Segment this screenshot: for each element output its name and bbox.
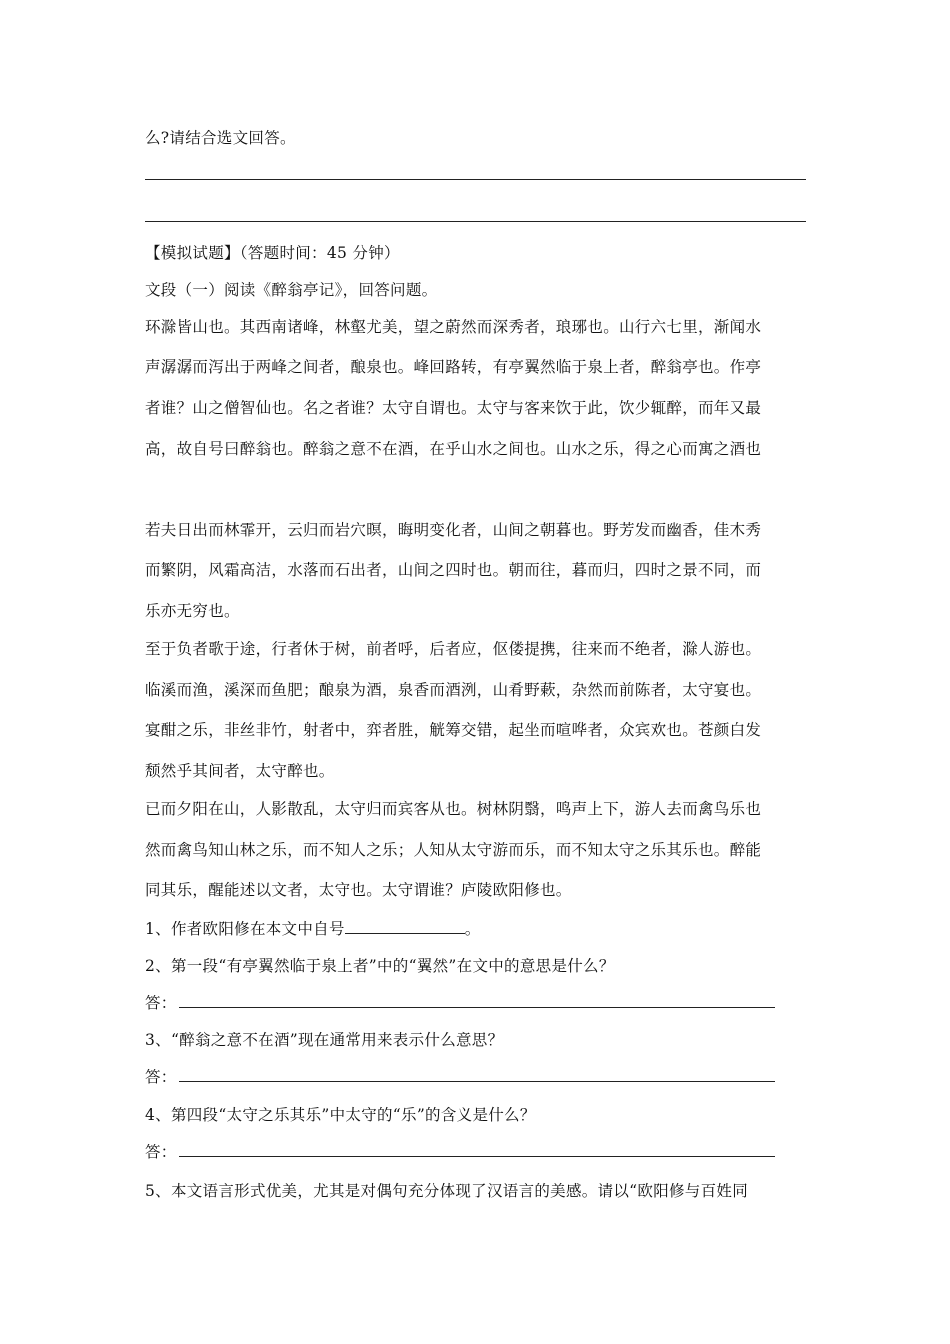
question-5: 5、本文语言形式优美，尤其是对偶句充分体现了汉语言的美感。请以“欧阳修与百姓同 [145,1182,748,1200]
answer-label: 答： [145,1068,177,1086]
passage-line: 宴酣之乐，非丝非竹，射者中，弈者胜，觥筹交错，起坐而喧哗者，众宾欢也。苍颜白发 [145,721,762,739]
answer-label: 答： [145,1143,177,1161]
answer-line[interactable] [145,179,806,180]
answer-label: 答： [145,994,177,1012]
passage-line: 临溪而渔，溪深而鱼肥；酿泉为酒，泉香而酒洌，山肴野蔌，杂然而前陈者，太守宴也。 [145,681,762,699]
question-2: 2、第一段“有亭翼然临于泉上者”中的“翼然”在文中的意思是什么？ [145,957,615,975]
passage-line: 环滁皆山也。其西南诸峰，林壑尤美，望之蔚然而深秀者，琅琊也。山行六七里，渐闻水 [145,318,762,336]
answer-line[interactable] [179,1142,775,1157]
passage-line: 者谁？山之僧智仙也。名之者谁？太守自谓也。太守与客来饮于此，饮少辄醉，而年又最 [145,399,762,417]
passage-line: 然而禽鸟知山林之乐，而不知人之乐；人知从太守游而乐，而不知太守之乐其乐也。醉能 [145,841,762,859]
passage-line: 高，故自号曰醉翁也。醉翁之意不在酒，在乎山水之间也。山水之乐，得之心而寓之酒也 [145,440,762,458]
answer-row [145,1067,775,1087]
answer-row [145,993,775,1013]
answer-line[interactable] [179,1067,775,1082]
question-1-prefix: 1、作者欧阳修在本文中自号 [145,920,345,938]
passage-line: 乐亦无穷也。 [145,602,240,620]
passage-line: 至于负者歌于途，行者休于树，前者呼，后者应，伛偻提携，往来而不绝者，滁人游也。 [145,640,762,658]
question-1-suffix: 。 [464,920,481,938]
passage-line: 若夫日出而林霏开，云归而岩穴暝，晦明变化者，山间之朝暮也。野芳发而幽香，佳木秀 [145,521,762,539]
passage-line: 已而夕阳在山，人影散乱，太守归而宾客从也。树林阴翳，鸣声上下，游人去而禽鸟乐也 [145,800,762,818]
answer-line[interactable] [145,221,806,222]
answer-row [145,1142,775,1162]
passage-line: 声潺潺而泻出于两峰之间者，酿泉也。峰回路转，有亭翼然临于泉上者，醉翁亭也。作亭 [145,358,762,376]
question-4: 4、第四段“太守之乐其乐”中太守的“乐”的含义是什么？ [145,1106,536,1124]
fill-blank[interactable] [345,919,465,934]
passage-line: 颓然乎其间者，太守醉也。 [145,762,335,780]
question-1 [145,919,481,939]
answer-line[interactable] [179,993,775,1008]
passage-line: 而繁阴，风霜高洁，水落而石出者，山间之四时也。朝而往，暮而归，四时之景不同，而 [145,561,762,579]
continued-question-text: 么?请结合选文回答。 [145,129,296,147]
mock-test-heading: 【模拟试题】（答题时间：45 分钟） [145,244,400,262]
question-3: 3、“醉翁之意不在酒”现在通常用来表示什么意思？ [145,1031,504,1049]
passage-line: 同其乐，醒能述以文者，太守也。太守谓谁？庐陵欧阳修也。 [145,881,572,899]
section-title: 文段（一）阅读《醉翁亭记》，回答问题。 [145,281,438,299]
